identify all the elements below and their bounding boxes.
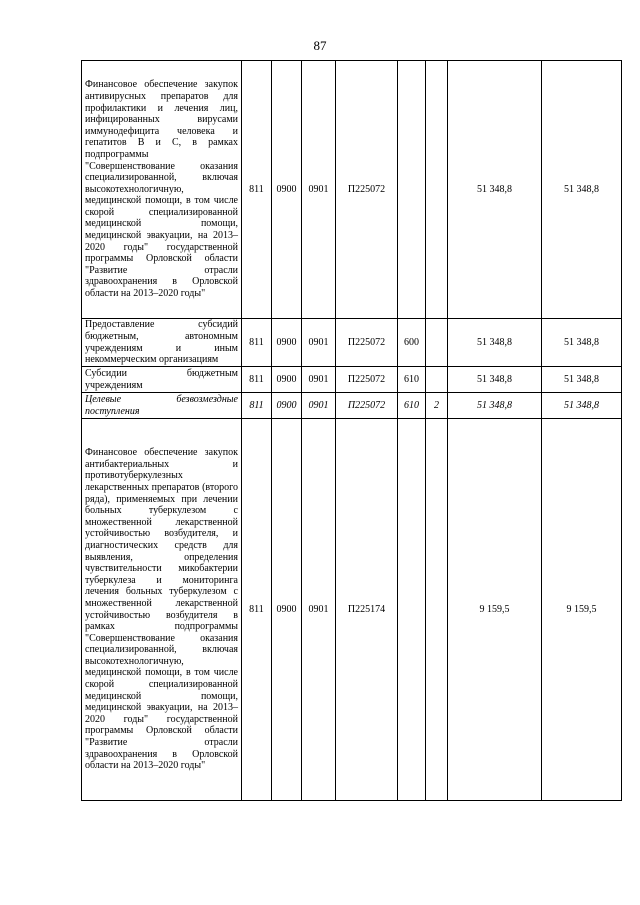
section-code: 0900 bbox=[272, 367, 302, 393]
row-description: Целевые безвозмездные поступления bbox=[82, 393, 242, 419]
subsection-code: 0901 bbox=[302, 419, 336, 801]
kosgu-code bbox=[426, 419, 448, 801]
expense-type-code: 610 bbox=[398, 367, 426, 393]
row-description: Субсидии бюджетным учреждениям bbox=[82, 367, 242, 393]
target-code: П225072 bbox=[336, 367, 398, 393]
table-row bbox=[82, 319, 622, 367]
ministry-code: 811 bbox=[242, 419, 272, 801]
section-code: 0900 bbox=[272, 393, 302, 419]
ministry-code: 811 bbox=[242, 367, 272, 393]
kosgu-code bbox=[426, 319, 448, 367]
kosgu-code: 2 bbox=[426, 393, 448, 419]
target-code: П225072 bbox=[336, 319, 398, 367]
ministry-code: 811 bbox=[242, 393, 272, 419]
row-description: Финансовое обеспечение закупок антибактериальных и противотуберкулезных лекарственных препаратов (второго ряда), применяемых при лечении больных туберкулезом с множественной лекарственной устойчивостью возбудителя, и диагностических средств для выявления, определения чувствительности микобактерии туберкулеза и мониторинга лечения больных туберкулезом с множественной лекарственной устойчивостью возбудителя в рамках подпрограммы "Совершенствование оказания специализированной, включая высокотехнологичную, медицинской помощи, в том числе скорой специализированной медицинской помощи, медицинской эвакуации, на 2013–2020 годы" государственной программы Орловской области "Развитие отрасли здравоохранения в Орловской области на 2013–2020 годы" bbox=[82, 419, 242, 801]
target-code: П225174 bbox=[336, 419, 398, 801]
amount-2: 51 348,8 bbox=[542, 61, 622, 319]
expense-type-code: 600 bbox=[398, 319, 426, 367]
budget-table bbox=[81, 60, 622, 801]
table-row bbox=[82, 393, 622, 419]
ministry-code: 811 bbox=[242, 61, 272, 319]
page-number: 87 bbox=[313, 38, 327, 53]
amount-2: 51 348,8 bbox=[542, 393, 622, 419]
subsection-code: 0901 bbox=[302, 367, 336, 393]
row-description: Финансовое обеспечение закупок антивирусных препаратов для профилактики и лечения лиц, инфицированных вирусами иммунодефицита человека и гепатитов В и С, в рамках подпрограммы "Совершенствование оказания специализированной, включая высокотехнологичную, медицинской помощи, в том числе скорой специализированной медицинской помощи, медицинской эвакуации, на 2013–2020 годы" государственной программы Орловской области "Развитие отрасли здравоохранения в Орловской области на 2013–2020 годы" bbox=[82, 61, 242, 319]
subsection-code: 0901 bbox=[302, 319, 336, 367]
target-code: П225072 bbox=[336, 61, 398, 319]
amount-2: 51 348,8 bbox=[542, 319, 622, 367]
kosgu-code bbox=[426, 61, 448, 319]
target-code: П225072 bbox=[336, 393, 398, 419]
amount-1: 51 348,8 bbox=[448, 367, 542, 393]
amount-1: 51 348,8 bbox=[448, 393, 542, 419]
table-row bbox=[82, 61, 622, 319]
section-code: 0900 bbox=[272, 319, 302, 367]
section-code: 0900 bbox=[272, 61, 302, 319]
amount-2: 9 159,5 bbox=[542, 419, 622, 801]
amount-2: 51 348,8 bbox=[542, 367, 622, 393]
section-code: 0900 bbox=[272, 419, 302, 801]
table-row bbox=[82, 419, 622, 801]
expense-type-code bbox=[398, 419, 426, 801]
amount-1: 51 348,8 bbox=[448, 61, 542, 319]
amount-1: 51 348,8 bbox=[448, 319, 542, 367]
subsection-code: 0901 bbox=[302, 393, 336, 419]
table-row bbox=[82, 367, 622, 393]
row-description: Предоставление субсидий бюджетным, автономным учреждениям и иным некоммерческим организациям bbox=[82, 319, 242, 367]
expense-type-code bbox=[398, 61, 426, 319]
expense-type-code: 610 bbox=[398, 393, 426, 419]
amount-1: 9 159,5 bbox=[448, 419, 542, 801]
subsection-code: 0901 bbox=[302, 61, 336, 319]
kosgu-code bbox=[426, 367, 448, 393]
ministry-code: 811 bbox=[242, 319, 272, 367]
